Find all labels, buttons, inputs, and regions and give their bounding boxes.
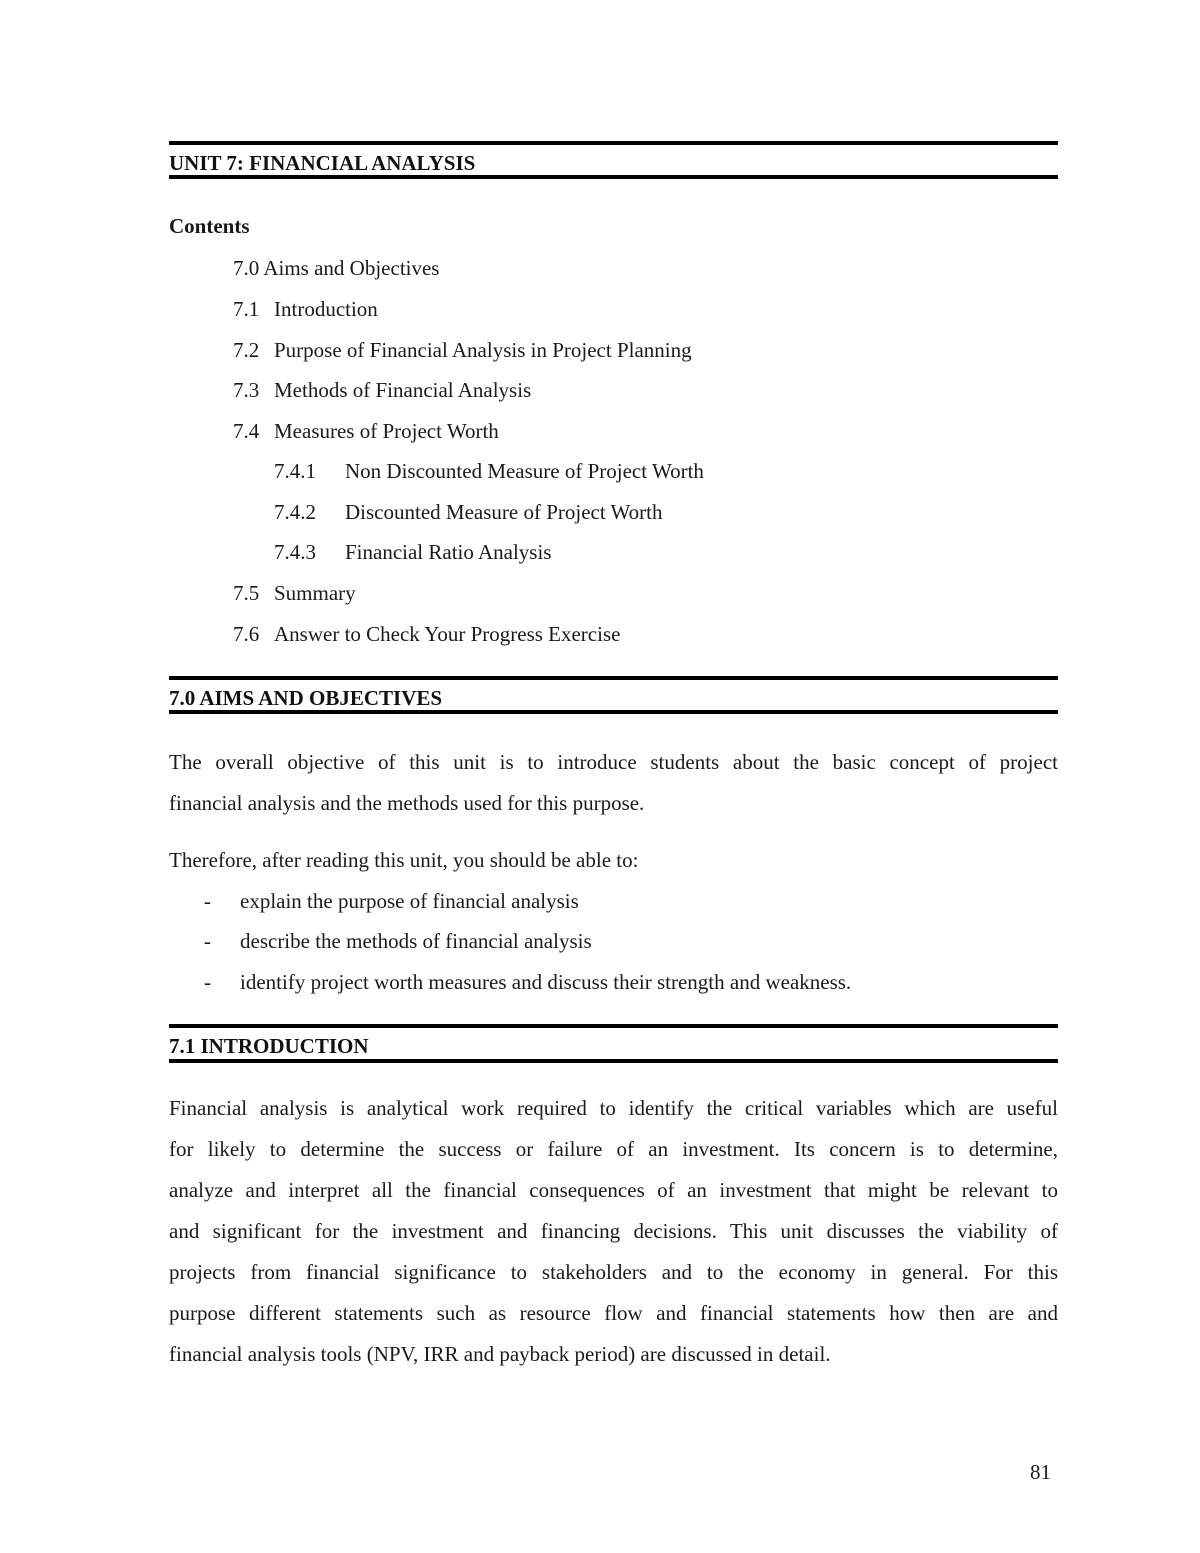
contents-title: Contents bbox=[169, 214, 250, 238]
toc-label: Discounted Measure of Project Worth bbox=[345, 500, 663, 524]
page-number: 81 bbox=[1030, 1460, 1051, 1484]
bullet-text: describe the methods of financial analysis bbox=[240, 929, 592, 953]
paragraph-line: and significant for the investment and financing decisions. This unit discusses the viability of bbox=[169, 1219, 1058, 1243]
toc-label: Purpose of Financial Analysis in Project Planning bbox=[274, 338, 692, 362]
toc-number: 7.6 bbox=[233, 622, 260, 646]
bullet-marker: - bbox=[204, 929, 211, 953]
toc-number: 7.4.1 bbox=[274, 459, 316, 483]
toc-number: 7.1 bbox=[233, 297, 260, 321]
paragraph-line: for likely to determine the success or failure of an investment. Its concern is to determine, bbox=[169, 1137, 1058, 1161]
toc-label: Aims and Objectives bbox=[263, 256, 440, 280]
bullet-marker: - bbox=[204, 970, 211, 994]
paragraph-line: Financial analysis is analytical work required to identify the critical variables which are useful bbox=[169, 1096, 1058, 1120]
bullet-text: explain the purpose of financial analysis bbox=[240, 889, 579, 913]
toc-label: Methods of Financial Analysis bbox=[274, 378, 532, 402]
toc-label: Answer to Check Your Progress Exercise bbox=[274, 622, 621, 646]
toc-number: 7.2 bbox=[233, 338, 260, 362]
bullet-text: identify project worth measures and discuss their strength and weakness. bbox=[240, 970, 852, 994]
toc-number: 7.3 bbox=[233, 378, 260, 402]
toc-number: 7.4.2 bbox=[274, 500, 316, 524]
aims-paragraph bbox=[169, 750, 1058, 832]
toc-label: Non Discounted Measure of Project Worth bbox=[345, 459, 704, 483]
toc-number: 7.5 bbox=[233, 581, 260, 605]
toc-label: Financial Ratio Analysis bbox=[345, 540, 552, 564]
toc-number: 7.0 bbox=[233, 256, 260, 280]
section-heading-block-7-1 bbox=[169, 1024, 1058, 1063]
paragraph-line: The overall objective of this unit is to introduce students about the basic concept of project bbox=[169, 750, 1058, 774]
aims-lead-in: Therefore, after reading this unit, you should be able to: bbox=[169, 848, 639, 872]
paragraph-line: projects from financial significance to stakeholders and to the economy in general. For this bbox=[169, 1260, 1058, 1284]
section-heading-block-7-0 bbox=[169, 676, 1058, 714]
paragraph-line: financial analysis and the methods used for this purpose. bbox=[169, 791, 645, 815]
bullet-marker: - bbox=[204, 889, 211, 913]
section-heading-introduction: 7.1 INTRODUCTION bbox=[169, 1034, 369, 1058]
toc-number: 7.4 bbox=[233, 419, 260, 443]
unit-heading: UNIT 7: FINANCIAL ANALYSIS bbox=[169, 151, 476, 175]
introduction-paragraph bbox=[169, 1096, 1058, 1383]
section-heading-aims: 7.0 AIMS AND OBJECTIVES bbox=[169, 686, 443, 710]
paragraph-line: analyze and interpret all the financial consequences of an investment that might be relevant to bbox=[169, 1178, 1058, 1202]
paragraph-line: purpose different statements such as resource flow and financial statements how then are and bbox=[169, 1301, 1058, 1325]
toc-label: Summary bbox=[274, 581, 356, 605]
toc-label: Measures of Project Worth bbox=[274, 419, 499, 443]
toc-item-7-0 bbox=[233, 256, 439, 280]
toc-label: Introduction bbox=[274, 297, 378, 321]
toc-number: 7.4.3 bbox=[274, 540, 316, 564]
paragraph-line: financial analysis tools (NPV, IRR and payback period) are discussed in detail. bbox=[169, 1342, 831, 1366]
unit-heading-block bbox=[169, 141, 1058, 179]
